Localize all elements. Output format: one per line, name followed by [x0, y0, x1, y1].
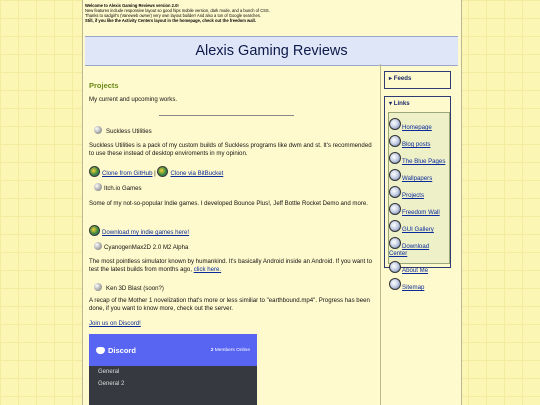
project-links: [89, 225, 189, 236]
sidebar-link-download-center[interactable]: [389, 237, 449, 257]
notice-line-1: Welcome to Alexis Gaming Reviews version 2.0!: [85, 3, 179, 8]
link-separator: |: [154, 170, 156, 177]
project-title: Itch.io Games: [104, 185, 142, 192]
clone-github-link[interactable]: Clone from GitHub: [102, 170, 153, 177]
wallpapers-icon: [389, 169, 401, 181]
blog-icon: [389, 135, 401, 147]
feeds-box[interactable]: [384, 71, 451, 89]
expand-arrow-icon: ▸: [389, 75, 393, 82]
bullet-icon: [94, 283, 102, 291]
sidebar-link-label[interactable]: Homepage: [402, 124, 432, 131]
project-description: [89, 258, 374, 274]
links-list: [388, 112, 450, 291]
discord-logo: [96, 346, 136, 355]
project-links: [89, 166, 223, 177]
join-discord-link[interactable]: Join us on Discord!: [89, 320, 141, 327]
sidebar-link-blog[interactable]: [389, 135, 449, 148]
notice-line-4: Still, if you like the Activity Centers layout in the homepage, check out the freedom wall.: [85, 18, 256, 23]
members-online: [211, 348, 250, 353]
project-title: CyanogenMax2D 2.0 M2 Alpha: [104, 244, 189, 251]
site-notice: [85, 3, 385, 23]
notice-line-2: New features include responsive layout so good hips mobile version, dark mode, and a bunch of CSS.: [85, 8, 270, 13]
projects-icon: [389, 186, 401, 198]
project-title: Suckless Utilities: [106, 128, 152, 135]
sidebar-link-freedom-wall[interactable]: [389, 203, 449, 216]
project-description: A recap of the Mother 1 novelization that's more or less similiar to "earthbound.mp4". Progress has been done, if you want to know more, check out the server.: [89, 297, 370, 313]
project-description: Some of my not-so-popular Indie games. I developed Bounce Plus!, Jeff Bottle Rocket Demo and more.: [89, 200, 368, 207]
page-heading: Projects: [89, 81, 119, 90]
sidebar-link-label[interactable]: GUI Gallery: [402, 226, 434, 233]
sidebar-link-wallpapers[interactable]: [389, 169, 449, 182]
notice-line-3: Thanks to sadgirl's (Vaneweb owner) very own layout builder! And also a ton of Google searches.: [85, 13, 261, 18]
freedom-wall-icon: [389, 203, 401, 215]
discord-widget[interactable]: [89, 334, 257, 405]
project-description: Suckless Utilities is a pack of my custom builds of Suckless programs like dwm and st. It's recommended to use these instead of desktop enviroments in my opinion.: [89, 142, 372, 158]
download-games-link[interactable]: Download my indie games here!: [102, 229, 190, 236]
sidebar-link-label[interactable]: Wallpapers: [402, 175, 433, 182]
intro-text: My current and upcoming works.: [89, 96, 178, 103]
sitemap-icon: [389, 278, 401, 290]
join-discord-link-wrap: [89, 320, 141, 327]
feeds-header[interactable]: [385, 72, 450, 86]
gui-gallery-icon: [389, 220, 401, 232]
clone-bitbucket-link[interactable]: Clone via BitBucket: [170, 170, 224, 177]
sidebar-link-label[interactable]: The Blue Pages: [402, 158, 446, 165]
project-description-text: The most pointless simulator known by humankind. It's basically Android inside an Android. If you want to test the latest builds from months ago,: [89, 258, 372, 274]
bullet-icon: [94, 183, 102, 191]
collapse-arrow-icon: ▾: [389, 100, 393, 107]
discord-channel[interactable]: General 2: [98, 381, 125, 387]
members-count: 2: [210, 347, 214, 353]
project-title: Ken 3D Blast (soon?): [106, 285, 164, 292]
discord-brand: Discord: [108, 345, 136, 355]
divider: [159, 115, 294, 116]
homepage-icon: [389, 118, 401, 130]
sidebar-link-about-me[interactable]: [389, 261, 449, 274]
discord-icon: [96, 347, 105, 354]
sidebar-link-label[interactable]: Freedom Wall: [402, 209, 440, 216]
download-center-icon: [389, 237, 401, 249]
site-banner: [85, 36, 458, 66]
sidebar-divider: [380, 64, 381, 405]
sidebar-link-label[interactable]: Download Center: [389, 243, 430, 257]
members-label: Members Online: [214, 347, 250, 353]
sidebar-link-blue-pages[interactable]: [389, 152, 449, 165]
bullet-icon: [94, 242, 102, 250]
about-me-icon: [389, 261, 401, 273]
sidebar-link-sitemap[interactable]: [389, 278, 449, 291]
sidebar-link-label[interactable]: Sitemap: [402, 284, 425, 291]
links-label: Links: [393, 100, 410, 107]
sidebar-link-label[interactable]: Blog posts: [402, 141, 431, 148]
sidebar-link-gui-gallery[interactable]: [389, 220, 449, 233]
sidebar-link-label[interactable]: About Me: [402, 267, 429, 274]
click-here-link[interactable]: click here.: [193, 266, 222, 274]
github-icon: [89, 166, 100, 177]
bitbucket-icon: [157, 166, 168, 177]
itchio-icon: [89, 225, 100, 236]
discord-channel[interactable]: General: [98, 369, 120, 375]
discord-header: [89, 334, 257, 366]
blue-pages-icon: [389, 152, 401, 164]
sidebar-link-projects[interactable]: [389, 186, 449, 199]
bullet-icon: [94, 126, 102, 134]
links-header[interactable]: [385, 97, 450, 111]
sidebar-link-label[interactable]: Projects: [402, 192, 425, 199]
feeds-label: Feeds: [393, 75, 412, 82]
sidebar-link-homepage[interactable]: [389, 118, 449, 131]
site-title: Alexis Gaming Reviews: [195, 43, 348, 59]
